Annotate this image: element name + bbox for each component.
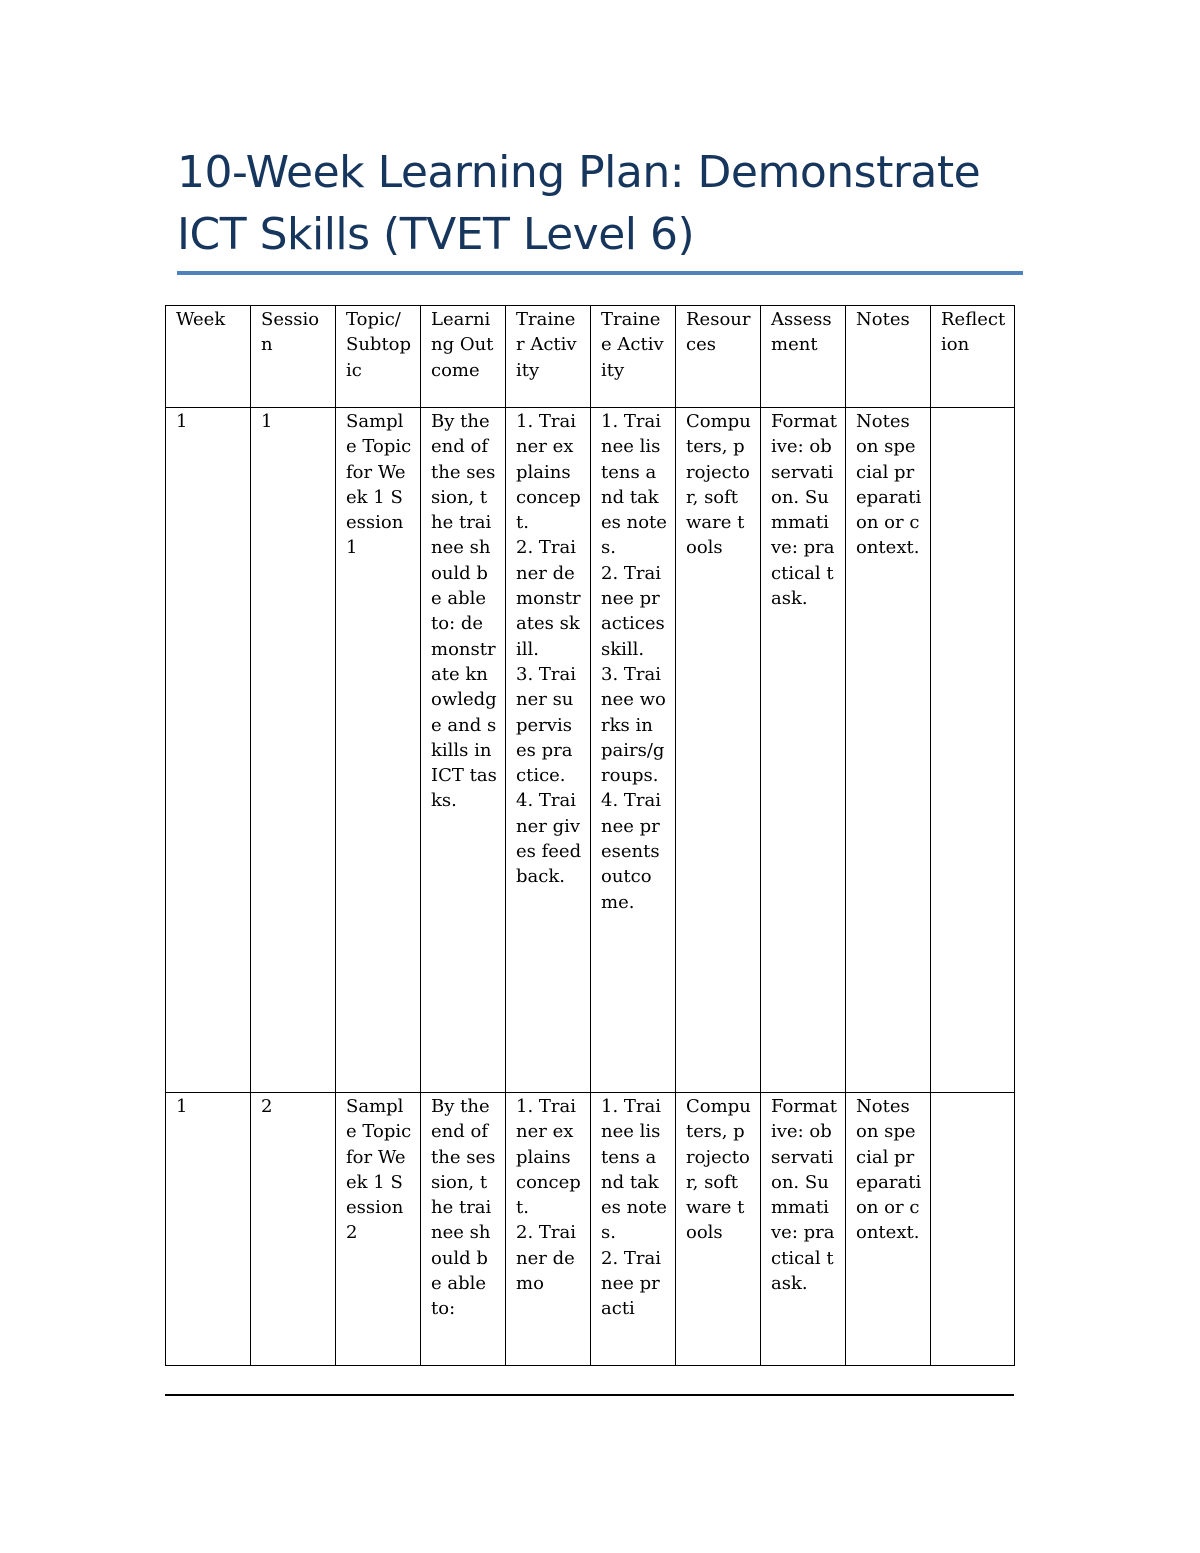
cell-learning-outcome: By the end of the session, the trainee should be able to: bbox=[421, 1093, 506, 1366]
cell-assessment: Formative: observation. Summative: practical task. bbox=[761, 1093, 846, 1366]
cell-week: 1 bbox=[166, 408, 251, 1093]
table-row bbox=[166, 408, 1015, 1093]
table-viewport bbox=[160, 300, 1020, 1397]
header-reflection: Reflection bbox=[931, 306, 1015, 408]
cell-session: 1 bbox=[251, 408, 336, 1093]
header-topic: Topic/Subtopic bbox=[336, 306, 421, 408]
header-learning-outcome: Learning Outcome bbox=[421, 306, 506, 408]
cell-resources: Computers, projector, software tools bbox=[676, 408, 761, 1093]
header-notes: Notes bbox=[846, 306, 931, 408]
header-trainer-activity: Trainer Activity bbox=[506, 306, 591, 408]
cell-trainer-activity: 1. Trainer explains concept. 2. Trainer demonstrates skill. 3. Trainer supervises practice. 4. Trainer gives feedback. bbox=[506, 408, 591, 1093]
header-assessment: Assessment bbox=[761, 306, 846, 408]
table-header-row bbox=[166, 306, 1015, 408]
cell-notes: Notes on special preparation or context. bbox=[846, 1093, 931, 1366]
cell-notes: Notes on special preparation or context. bbox=[846, 408, 931, 1093]
cell-assessment: Formative: observation. Summative: practical task. bbox=[761, 408, 846, 1093]
header-session: Session bbox=[251, 306, 336, 408]
cell-week: 1 bbox=[166, 1093, 251, 1366]
cell-trainee-activity: 1. Trainee listens and takes notes. 2. Trainee practi bbox=[591, 1093, 676, 1366]
cell-trainee-activity: 1. Trainee listens and takes notes. 2. Trainee practices skill. 3. Trainee works in pairs/groups. 4. Trainee presents outcome. bbox=[591, 408, 676, 1093]
cell-trainer-activity: 1. Trainer explains concept. 2. Trainer demo bbox=[506, 1093, 591, 1366]
learning-plan-table bbox=[165, 305, 1015, 1366]
cell-learning-outcome: By the end of the session, the trainee should be able to: demonstrate knowledge and skills in ICT tasks. bbox=[421, 408, 506, 1093]
table-row bbox=[166, 1093, 1015, 1366]
cell-resources: Computers, projector, software tools bbox=[676, 1093, 761, 1366]
page-break-rule bbox=[165, 1394, 1014, 1396]
document-title: 10-Week Learning Plan: Demonstrate ICT Skills (TVET Level 6) bbox=[177, 147, 981, 260]
header-week: Week bbox=[166, 306, 251, 408]
cell-topic: Sample Topic for Week 1 Session 1 bbox=[336, 408, 421, 1093]
cell-topic: Sample Topic for Week 1 Session 2 bbox=[336, 1093, 421, 1366]
header-resources: Resources bbox=[676, 306, 761, 408]
title-underline bbox=[177, 271, 1023, 275]
header-trainee-activity: Trainee Activity bbox=[591, 306, 676, 408]
cell-reflection bbox=[931, 1093, 1015, 1366]
cell-reflection bbox=[931, 408, 1015, 1093]
cell-session: 2 bbox=[251, 1093, 336, 1366]
